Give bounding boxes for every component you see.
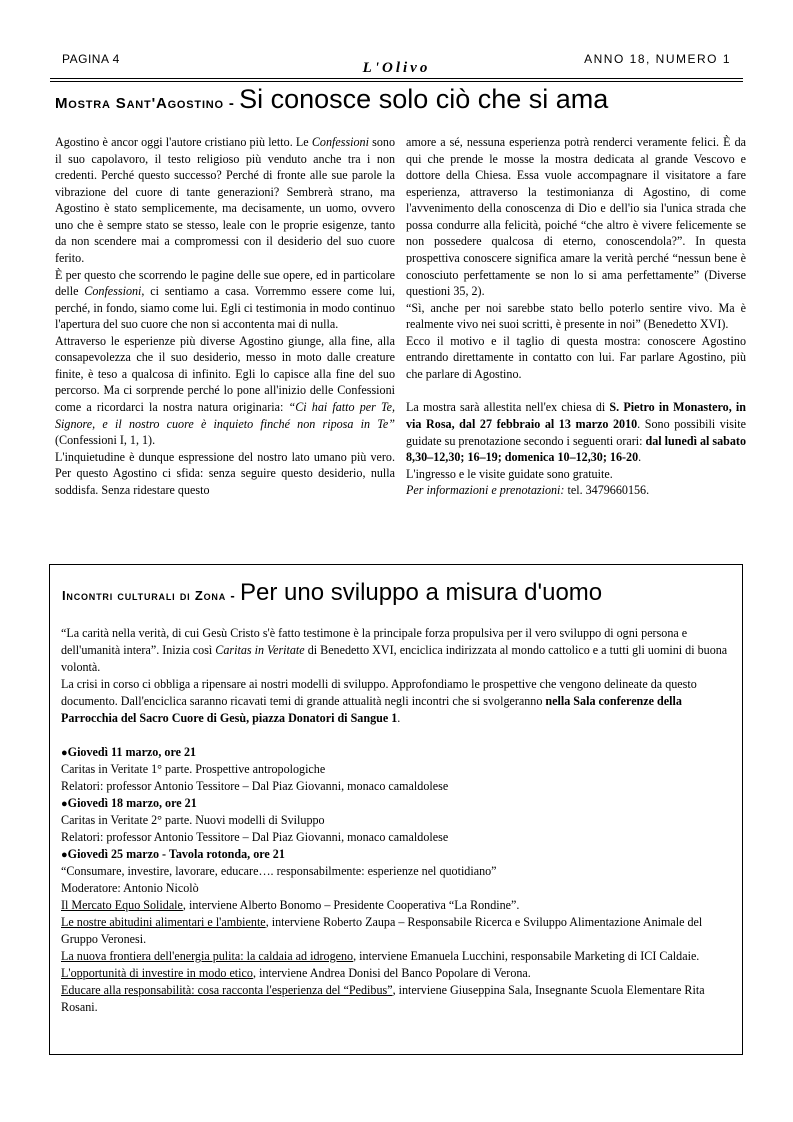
events-kicker: Incontri culturali di Zona - — [62, 588, 236, 603]
header-rule-top — [50, 78, 743, 79]
talk-item: Educare alla responsabilità: cosa racconta l'esperienza del “Pedibus”, interviene Giuseppina Sala, Insegnante Scuola Elementare Rita Rosani. — [61, 982, 705, 1014]
page-number: PAGINA 4 — [62, 52, 120, 66]
event-line: Caritas in Veritate 1° parte. Prospettive antropologiche — [61, 761, 326, 776]
paragraph: “La carità nella verità, di cui Gesù Cristo s'è fatto testimone è la principale forza propulsiva per il vero sviluppo di ogni persona e dell'umanità intera”. Inizia così Caritas in Veritate di Benedetto XVI, enciclica indirizzata al mondo cattolico e a tutti gli uomini di buona volontà. — [61, 626, 728, 674]
event-heading: ●Giovedì 18 marzo, ore 21 — [61, 795, 197, 810]
article-headline: Si conosce solo ciò che si ama — [239, 84, 609, 114]
event-line: “Consumare, investire, lavorare, educare…. responsabilmente: esperienze nel quotidiano” — [61, 864, 497, 879]
events-box — [49, 564, 743, 1055]
article-kicker: Mostra Sant'Agostino - — [55, 95, 235, 112]
paragraph: È per questo che scorrendo le pagine delle sue opere, ed in particolare delle Confessioni, ci sentiamo a casa. Vorremmo essere come lui, perché, in fondo, siamo come lui. Egli ci testimonia in modo continuo l'apertura del suo cuore che non si accontenta mai di nulla. — [55, 267, 395, 332]
header-rule-bottom — [50, 81, 743, 82]
bullet-icon: ● — [61, 797, 68, 810]
events-body — [61, 625, 733, 1016]
article-column-left — [55, 134, 395, 498]
masthead: L'Olivo — [362, 60, 431, 76]
talk-item: La nuova frontiera dell'energia pulita: la caldaia ad idrogeno, interviene Emanuela Lucchini, responsabile Marketing di ICI Caldaie. — [61, 949, 700, 963]
paragraph: L'inquietudine è dunque espressione del nostro lato umano più vero. Per questo Agostino ci sfida: senza seguire questo desiderio, nulla soddisfa. Senza ridestare questo — [55, 449, 395, 497]
events-title — [62, 579, 602, 607]
admission-note: L'ingresso e le visite guidate sono gratuite. — [406, 466, 613, 481]
article-column-right — [406, 134, 746, 499]
paragraph: Attraverso le esperienze più diverse Agostino giunge, alla fine, alla consapevolezza che il suo desiderio, messo in moto dalle creature finite, è teso a qualcosa di infinito. Egli lo capisce alla fine del suo percorso. Ma ci sorprende perché lo pone all'inizio delle Confessioni come a ricordarci la nostra natura originaria: “Ci hai fatto per Te, Signore, e il nostro cuore è inquieto finché non riposa in Te” (Confessioni I, 1, 1). — [55, 333, 395, 448]
paragraph: La crisi in corso ci obbliga a ripensare ai nostri modelli di sviluppo. Approfondiamo le prospettive che vengono delineate da questo documento. Dall'enciclica saranno ricavati temi di grande attualità negli incontri che si svolgeranno nella Sala conferenze della Parrocchia del Sacro Cuore di Gesù, piazza Donatori di Sangue 1. — [61, 676, 697, 725]
event-heading: ●Giovedì 25 marzo - Tavola rotonda, ore 21 — [61, 847, 285, 861]
talk-item: L'opportunità di investire in modo etico, interviene Andrea Donisi del Banco Popolare di Verona. — [61, 965, 531, 980]
paragraph: Ecco il motivo e il taglio di questa mostra: conoscere Agostino entrando direttamente in contatto con lui. Far parlare Agostino, più che parlare di Agostino. — [406, 333, 746, 381]
event-line: Relatori: professor Antonio Tessitore – Dal Piaz Giovanni, monaco camaldolese — [61, 830, 449, 845]
paragraph: Agostino è ancor oggi l'autore cristiano più letto. Le Confessioni sono il suo capolavoro, il testo religioso più venduto anche tra i non credenti. Perché questo successo? Perché di fronte alle sue parole la vibrazione del cuore di tante generazioni? Sembrerà strano, ma Agostino è stato semplicemente, ma decisamente, un uomo, ovvero uno che è sempre stato se stesso, leale con le proprie esigenze, tanto da non scendere mai a compromessi con il desiderio del suo cuore ferito. — [55, 135, 395, 265]
event-line: Moderatore: Antonio Nicolò — [61, 881, 199, 896]
quote-paragraph: “Sì, anche per noi sarebbe stato bello poterlo sentire vivo. Ma è realmente vivo nei suoi scritti, è presente in noi” (Benedetto XVI). — [406, 300, 746, 332]
contact-info: Per informazioni e prenotazioni: tel. 3479660156. — [406, 483, 650, 498]
issue-number: ANNO 18, NUMERO 1 — [584, 52, 731, 66]
bullet-icon: ● — [61, 746, 68, 759]
article-title — [55, 84, 745, 115]
bullet-icon: ● — [61, 849, 68, 861]
talk-item: Le nostre abitudini alimentari e l'ambiente, interviene Roberto Zaupa – Responsabile Ricerca e Sviluppo Alimentazione Animale del Gruppo Veronesi. — [61, 915, 703, 947]
event-heading: ●Giovedì 11 marzo, ore 21 — [61, 744, 197, 759]
event-line: Relatori: professor Antonio Tessitore – Dal Piaz Giovanni, monaco camaldolese — [61, 778, 449, 793]
exhibition-info: La mostra sarà allestita nell'ex chiesa di S. Pietro in Monastero, in via Rosa, dal 27 febbraio al 13 marzo 2010. Sono possibili visite guidate su prenotazione secondo i seguenti orari: dal lunedì al sabato 8,30–12,30; 16–19; domenica 10–12,30; 16-20. — [406, 400, 747, 465]
paragraph: amore a sé, nessuna esperienza potrà renderci veramente felici. È da qui che prende le mosse la mostra dedicata al grande Vescovo e dottore della Chiesa. Essa vuole accompagnare il visitatore a fare esperienza, attraverso la testimonianza di Agostino, di come l'avvenimento della conoscenza di Dio e dell'io sia l'unica strada che possa condurre alla felicità, poiché “che altro è vivere felicemente se non possedere qualcosa di eterno, conoscendola?”. In questa prospettiva conoscere significa amare la verità perché “nessun bene è conosciuto perfettamente se non lo si ama perfettamente” (Diverse questioni 35, 2). — [406, 135, 746, 299]
events-headline: Per uno sviluppo a misura d'uomo — [240, 579, 603, 606]
talk-item: Il Mercato Equo Solidale, interviene Alberto Bonomo – Presidente Cooperativa “La Rondine”. — [61, 898, 520, 913]
article-body — [55, 134, 745, 554]
event-line: Caritas in Veritate 2° parte. Nuovi modelli di Sviluppo — [61, 813, 325, 828]
